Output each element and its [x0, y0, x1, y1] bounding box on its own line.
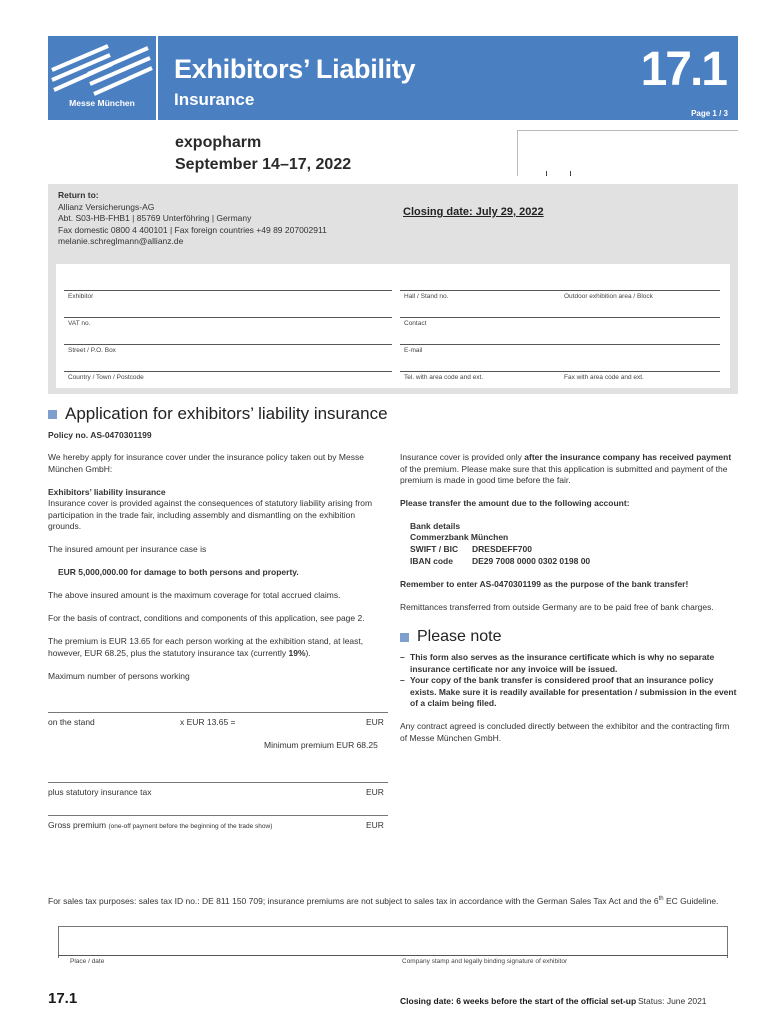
- note-bullet-1: This form also serves as the insurance certificate which is why no separate insurance certificate nor any invoice will be issued.: [410, 652, 715, 674]
- tax-input[interactable]: [48, 782, 388, 783]
- bank-details-label: Bank details: [410, 521, 461, 531]
- vat-input[interactable]: [64, 317, 392, 318]
- gross-label: Gross premium (one-off payment before the beginning of the trade show): [48, 820, 273, 830]
- messe-muenchen-logo: [48, 36, 156, 120]
- sales-tax-note: For sales tax purposes: sales tax ID no.: DE 811 150 709; insurance premiums are not subject to sales tax in accordance with the German Sales Tax Act and the 6th EC Guideline.: [48, 895, 719, 906]
- signature-line: [58, 955, 728, 956]
- country-label: Country / Town / Postcode: [68, 374, 144, 381]
- iban-value: DE29 7008 0000 0302 0198 00: [472, 556, 591, 566]
- liability-title: Exhibitors’ liability insurance: [48, 487, 166, 497]
- cover-text: Insurance cover is provided only after the insurance company has received payment of the premium. Please make sure that this application is submitted and payment of the premium is made in good time before the fair.: [400, 452, 732, 485]
- return-address: [58, 190, 327, 248]
- please-note-heading: Please note: [400, 628, 502, 646]
- outdoor-label: Outdoor exhibition area / Block: [564, 293, 653, 300]
- eur-label: EUR: [366, 787, 384, 797]
- max-persons-text: Maximum number of persons working: [48, 671, 190, 681]
- exhibitor-fields: [56, 264, 730, 388]
- application-heading: Application for exhibitors’ liability insurance: [48, 404, 388, 424]
- footer-closing-date: Closing date: 6 weeks before the start of the official set-up: [400, 996, 637, 1006]
- signature-box[interactable]: [58, 926, 728, 958]
- event-dates: September 14–17, 2022: [175, 156, 352, 173]
- note-bullet-2: Your copy of the bank transfer is considered proof that an insurance policy exists. Make sure it is readily available for presentation / submission in the event of a claim being filed.: [410, 675, 737, 708]
- logo-stripes-icon: [48, 40, 156, 98]
- return-line: Abt. S03-HB-FHB1 | 85769 Unterföhring | Germany: [58, 213, 252, 223]
- tel-input[interactable]: [400, 371, 720, 372]
- on-stand-label: on the stand: [48, 717, 95, 727]
- liability-text: Insurance cover is provided against the consequences of statutory liability arising from participation in the trade fair, including assembly and dismantling on the exhibition grounds.: [48, 498, 373, 531]
- max-coverage-text: The above insured amount is the maximum coverage for total accrued claims.: [48, 590, 341, 600]
- closing-date: Closing date: July 29, 2022: [403, 206, 544, 218]
- policy-number: Policy no. AS-0470301199: [48, 430, 152, 440]
- remittance-text: Remittances transferred from outside Germany are to be paid free of bank charges.: [400, 602, 714, 612]
- place-date-label: Place / date: [70, 958, 105, 965]
- insured-amount-text: The insured amount per insurance case is: [48, 544, 207, 554]
- return-line: Allianz Versicherungs-AG: [58, 201, 155, 212]
- contact-input[interactable]: [400, 317, 720, 318]
- vat-label: VAT no.: [68, 320, 91, 327]
- purpose-reminder: Remember to enter AS-0470301199 as the purpose of the bank transfer!: [400, 579, 689, 589]
- page-number: Page 1 / 3: [691, 109, 728, 118]
- country-input[interactable]: [64, 371, 392, 372]
- gross-input[interactable]: [48, 815, 388, 816]
- email-label: E-mail: [404, 347, 423, 354]
- hall-stand-label: Hall / Stand no.: [404, 293, 449, 300]
- swift-value: DRESDEFF700: [472, 544, 532, 554]
- form-header: [48, 36, 738, 120]
- logo-text: Messe München: [69, 98, 135, 108]
- street-input[interactable]: [64, 344, 392, 345]
- insured-amount-value: EUR 5,000,000.00 for damage to both persons and property.: [58, 567, 299, 577]
- exhibitor-input[interactable]: [64, 290, 392, 291]
- min-premium-label: Minimum premium EUR 68.25: [264, 740, 378, 750]
- return-label: Return to:: [58, 190, 99, 200]
- iban-label: IBAN code: [410, 556, 453, 566]
- footer-status: Status: June 2021: [638, 996, 707, 1006]
- stamp-signature-label: Company stamp and legally binding signature of exhibitor: [402, 958, 568, 965]
- basis-text: For the basis of contract, conditions and components of this application, see page 2.: [48, 613, 365, 623]
- form-title: Exhibitors’ Liability: [174, 54, 416, 84]
- premium-text: The premium is EUR 13.65 for each person working at the exhibition stand, at least, however, EUR 68.25, plus the statutory insurance tax (currently 19%).: [48, 636, 364, 658]
- note-bullet-dash: –: [400, 652, 405, 662]
- contact-label: Contact: [404, 320, 427, 327]
- street-label: Street / P.O. Box: [68, 347, 116, 354]
- tel-label: Tel. with area code and ext.: [404, 374, 484, 381]
- tax-label: plus statutory insurance tax: [48, 787, 152, 797]
- return-line: melanie.schreglmann@allianz.de: [58, 236, 184, 246]
- section-square-icon: [400, 633, 409, 642]
- return-line: Fax domestic 0800 4 400101 | Fax foreign countries +49 89 207002911: [58, 224, 327, 235]
- eur-label: EUR: [366, 820, 384, 830]
- stamp-area: [517, 130, 738, 176]
- eur-label: EUR: [366, 717, 384, 727]
- email-input[interactable]: [400, 344, 720, 345]
- fax-label: Fax with area code and ext.: [564, 374, 644, 381]
- event-name: expopharm: [175, 134, 262, 151]
- exhibitor-label: Exhibitor: [68, 293, 94, 300]
- hall-stand-input[interactable]: [400, 290, 720, 291]
- contract-text: Any contract agreed is concluded directly between the exhibitor and the contracting firm of Messe München GmbH.: [400, 721, 730, 743]
- swift-label: SWIFT / BIC: [410, 544, 459, 554]
- footer-form-number: 17.1: [48, 990, 78, 1007]
- persons-input[interactable]: [48, 712, 388, 713]
- multiplier-label: x EUR 13.65 =: [180, 717, 236, 727]
- section-square-icon: [48, 410, 57, 419]
- title-banner: [158, 36, 738, 120]
- bank-name: Commerzbank München: [410, 532, 509, 542]
- transfer-text: Please transfer the amount due to the following account:: [400, 498, 630, 508]
- form-subtitle: Insurance: [174, 90, 255, 109]
- form-number: 17.1: [640, 43, 726, 96]
- note-bullet-dash: –: [400, 675, 405, 685]
- intro-text: We hereby apply for insurance cover under the insurance policy taken out by Messe München GmbH:: [48, 452, 364, 474]
- exhibitor-panel: [48, 184, 738, 394]
